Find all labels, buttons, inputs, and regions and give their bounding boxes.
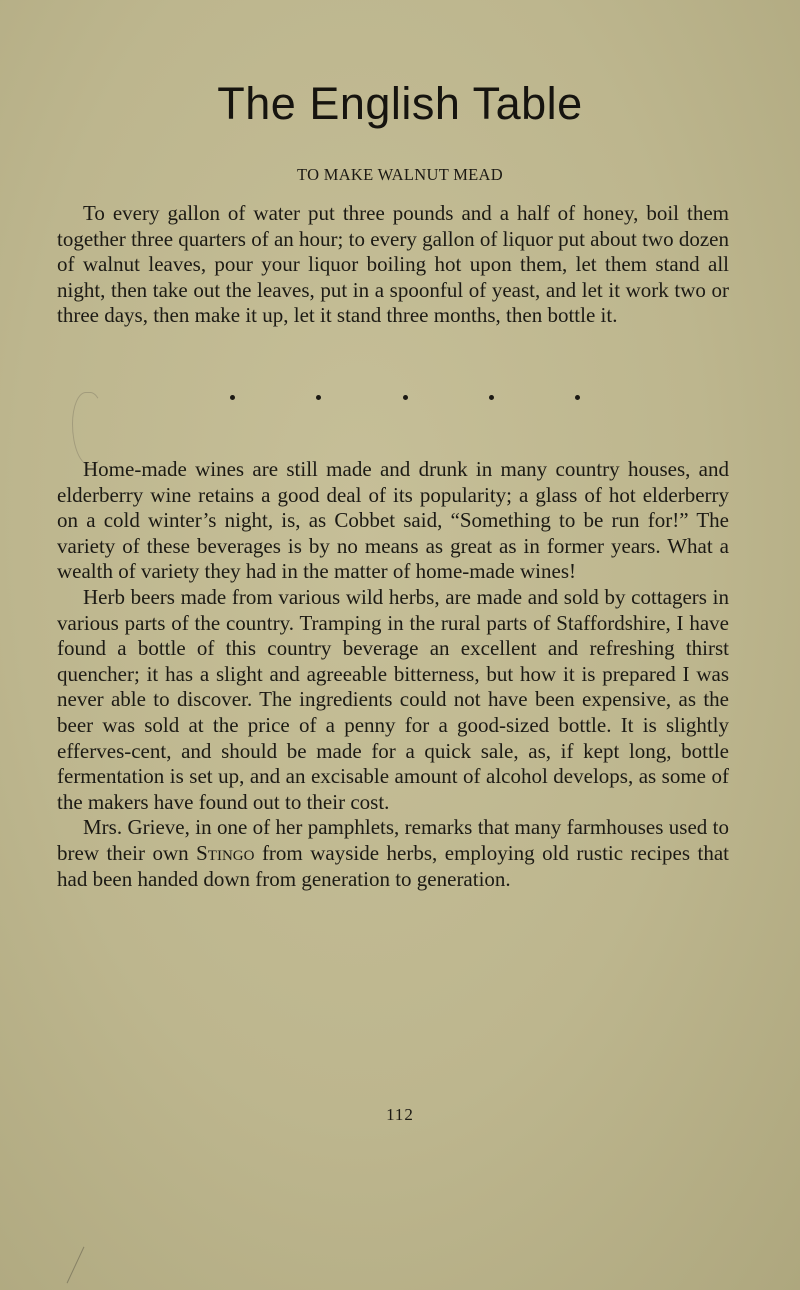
essay-body: [57, 457, 729, 892]
running-head: The English Table: [217, 78, 583, 129]
paragraph-home-made-wines: Home-made wines are still made and drunk in many country houses, and elderberry wine retains a good deal of its popularity; a glass of hot elderberry on a cold winter’s night, is, as Cobbet said, “Something to be run for!” The variety of these beverages is by no means as great as in former years. What a wealth of variety they had in the matter of home-made wines!: [57, 457, 729, 584]
section-title: TO MAKE WALNUT MEAD: [297, 165, 503, 184]
recipe-paragraph: To every gallon of water put three pounds and a half of honey, boil them together three quarters of an hour; to every gallon of liquor put about two dozen of walnut leaves, pour your liquor boiling hot upon them, let them stand all night, then take out the leaves, put in a spoonful of yeast, and let it work two or three days, then make it up, let it stand three months, then bottle it.: [57, 201, 729, 328]
page-number: 112: [386, 1105, 414, 1124]
dot-icon: [575, 395, 580, 400]
recipe-body: [57, 201, 729, 329]
dot-icon: [403, 395, 408, 400]
paragraph-mrs-grieve: [57, 815, 729, 892]
dot-icon: [316, 395, 321, 400]
scratch-mark: [67, 1247, 85, 1284]
text-run: from wayside herbs, employing old rustic recipes that had been handed down from generation to generation.: [57, 840, 729, 891]
dot-icon: [230, 395, 235, 400]
dot-icon: [489, 395, 494, 400]
pencil-mark-icon: [72, 392, 104, 466]
text-run: Mrs. Grieve, in one of her pamphlets, remarks that many farmhouses used to brew their own: [57, 815, 729, 865]
paragraph-herb-beers: Herb beers made from various wild herbs, are made and sold by cottagers in various parts of the country. Tramping in the rural parts of Staffordshire, I have found a bottle of this country beverage an excellent and refreshing thirst quencher; it has a slight and agreeable bitterness, but how it is prepared I was never able to discover. The ingredients could not have been expensive, as the beer was sold at the price of a penny for a good-sized bottle. It is slightly efferves-cent, and should be made for a quick sale, as, if kept long, bottle fermentation is set up, and an excisable amount of alcohol develops, as some of the makers have found out to their cost.: [57, 584, 729, 814]
section-separator: [230, 395, 580, 400]
small-caps-term: Stingo: [196, 840, 255, 865]
